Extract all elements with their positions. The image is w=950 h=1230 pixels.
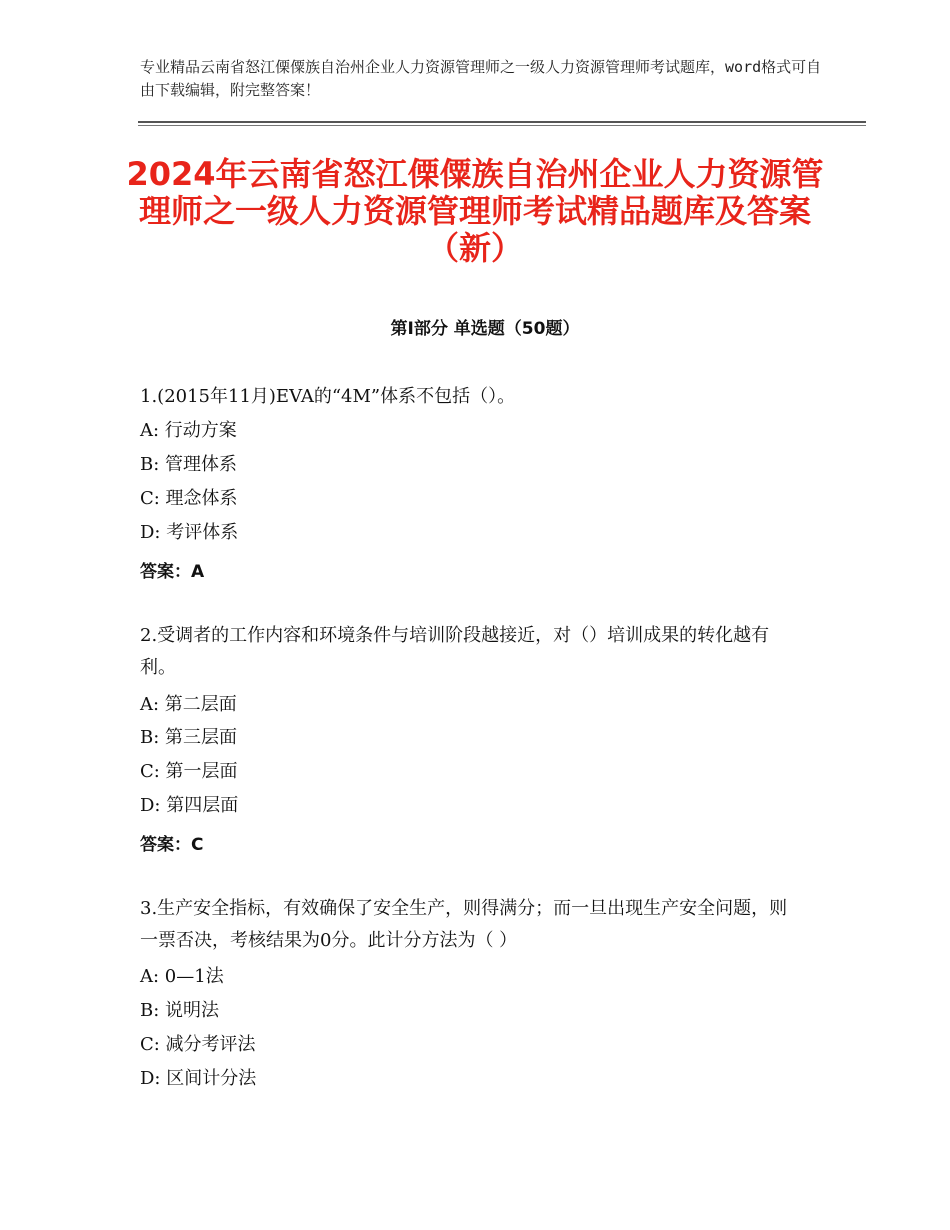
answer-text: 答案：A	[140, 562, 205, 582]
answer-text: 答案：C	[140, 835, 204, 855]
option-a: A: 第二层面	[140, 694, 237, 715]
question-text: 1.(2015年11月)EVA的“4M”体系不包括（）。	[140, 386, 516, 407]
option-d: D: 区间计分法	[140, 1068, 257, 1089]
header-note: 专业精品云南省怒江傈僳族自治州企业人力资源管理师之一级人力资源管理师考试题库，word格式可自由下载编辑，附完整答案！	[140, 58, 822, 99]
header-divider-thick	[138, 121, 866, 123]
option-a: A: 0—1法	[140, 966, 224, 987]
option-a: A: 行动方案	[140, 420, 237, 441]
section-heading: 第Ⅰ部分 单选题（50题）	[390, 319, 580, 339]
question-text: 2.受调者的工作内容和环境条件与培训阶段越接近，对（）培训成果的转化越有利。	[140, 625, 770, 678]
option-c: C: 减分考评法	[140, 1034, 256, 1055]
question-text: 3.生产安全指标，有效确保了安全生产，则得满分；而一旦出现生产安全问题，则一票否决，考核结果为0分。此计分方法为（ ）	[140, 898, 788, 951]
option-b: B: 说明法	[140, 1000, 220, 1021]
option-c: C: 理念体系	[140, 488, 238, 509]
header-divider-thin	[138, 125, 866, 126]
option-c: C: 第一层面	[140, 761, 238, 782]
option-b: B: 第三层面	[140, 727, 238, 748]
option-d: D: 考评体系	[140, 522, 239, 543]
page-title: 2024年云南省怒江傈僳族自治州企业人力资源管理师之一级人力资源管理师考试精品题库及答案（新）	[126, 155, 824, 267]
option-b: B: 管理体系	[140, 454, 238, 475]
option-d: D: 第四层面	[140, 795, 239, 816]
